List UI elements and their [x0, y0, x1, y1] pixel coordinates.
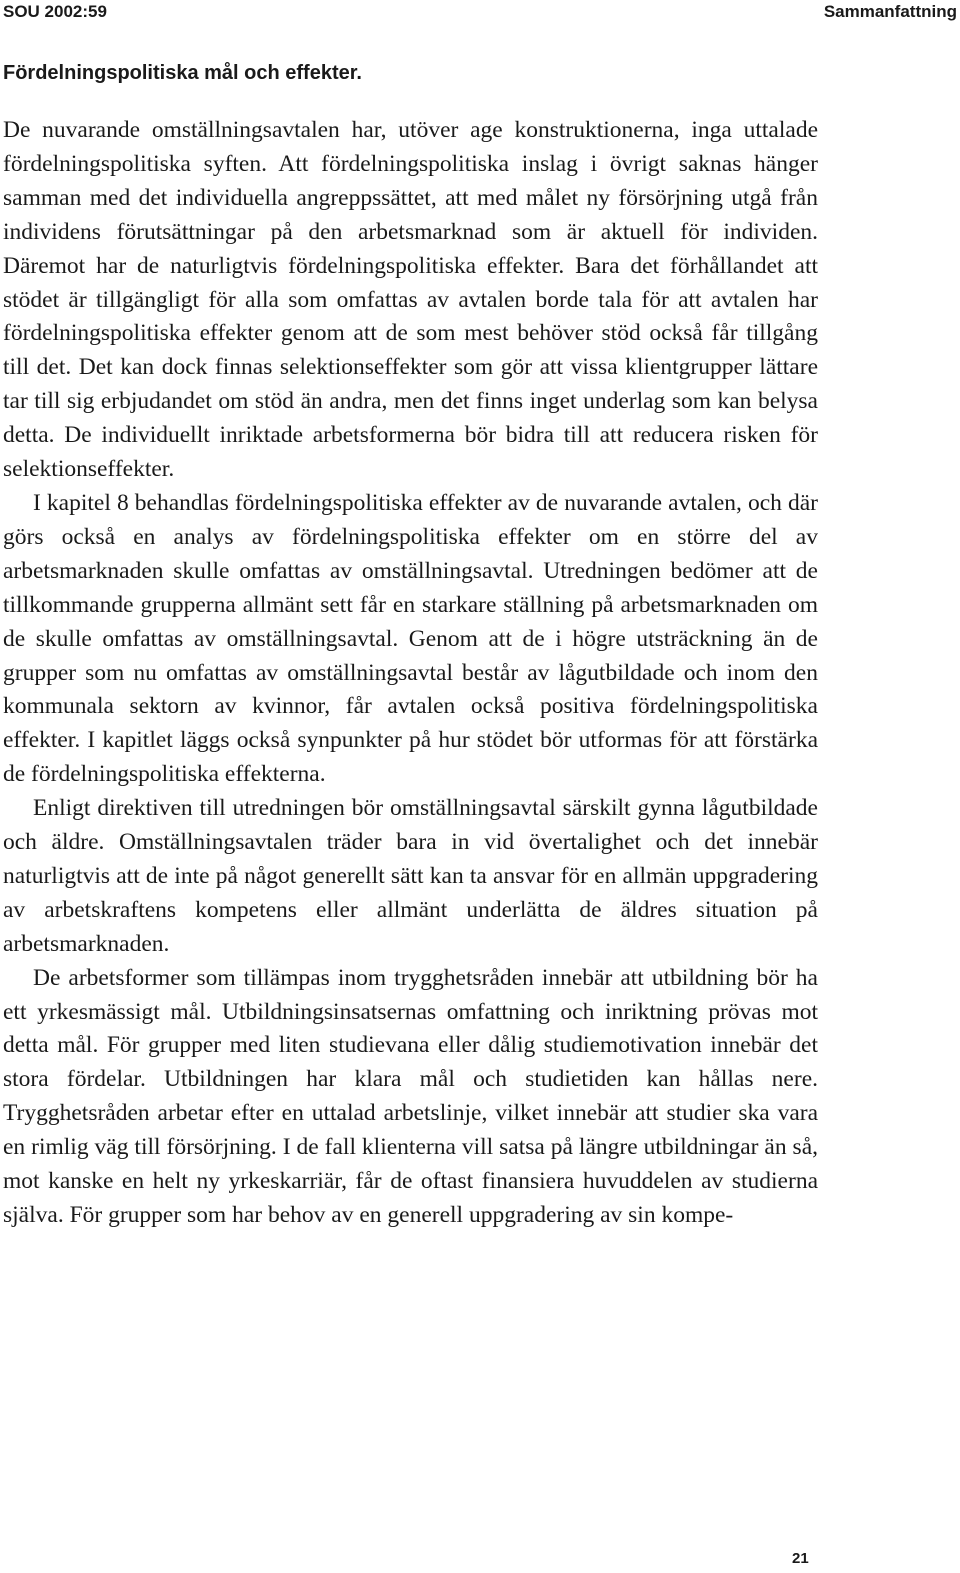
- body-text: [3, 114, 818, 1233]
- paragraph-3: Enligt direktiven till utredningen bör omställningsavtal särskilt gynna lågutbildade och äldre. Omställningsavtalen träder bara in vid övertalighet och det innebär naturligtvis att de inte på något generellt sätt kan ta ansvar för en allmän uppgradering av arbetskraftens kompetens eller allmänt underlätta de äldres situation på arbetsmarknaden.: [3, 795, 818, 957]
- paragraph-2: I kapitel 8 behandlas fördelningspolitiska effekter av de nuvarande avtalen, och där görs också en analys av fördelningspolitiska effekter om en större del av arbetsmarknaden skulle omfattas av omställningsavtal. Utredningen bedömer att de tillkommande grupperna allmänt sett får en starkare ställning på arbetsmarknaden om de skulle omfattas av omställningsavtal. Genom att de i högre utsträckning än de grupper som nu omfattas av omställningsavtal består av lågutbildade och inom den kommunala sektorn av kvinnor, får avtalen också positiva fördelningspolitiska effekter. I kapitlet läggs också synpunkter på hur stödet bör utformas för att förstärka de fördelningspolitiska effekterna.: [3, 489, 818, 788]
- paragraph-4: De arbetsformer som tillämpas inom trygghetsråden innebär att utbildning bör ha ett yrkesmässigt mål. Utbildningsinsatsernas omfattning och inriktning prövas mot detta mål. För grupper med liten studievana eller dålig studiemotivation innebär det stora fördelar. Utbildningen har klara mål och studietiden kan hållas nere. Trygghetsråden arbetar efter en uttalad arbetslinje, vilket innebär att studier ska vara en rimlig väg till försörjning. I de fall klienterna vill satsa på längre utbildningar än så, mot kanske en helt ny yrkeskarriär, får de oftast finansiera huvuddelen av studierna själva. För grupper som har behov av en generell uppgradering av sin kompe-: [3, 964, 818, 1228]
- paragraph-1: De nuvarande omställningsavtalen har, utöver age konstruktionerna, inga uttalade fördelningspolitiska syften. Att fördelningspolitiska inslag i övrigt saknas hänger samman med det individuella angreppssättet, att med målet ny försörjning utgå från individens förutsättningar på den arbetsmarknad som är aktuell för individen. Däremot har de naturligtvis fördelningspolitiska effekter. Bara det förhållandet att stödet är tillgängligt för alla som omfattas av avtalen borde tala för att avtalen har fördelningspolitiska effekter genom att de som mest behöver stöd också får tillgång till det. Det kan dock finnas selektionseffekter som gör att vissa klientgrupper lättare tar till sig erbjudandet om stöd än andra, men det finns inget underlag som kan belysa detta. De individuellt inriktade arbetsformerna bör bidra till att reducera risken för selektionseffekter.: [3, 117, 818, 483]
- running-header: [0, 0, 960, 28]
- page-number: 21: [792, 1550, 809, 1567]
- section-heading: Fördelningspolitiska mål och effekter.: [3, 62, 362, 84]
- chapter-title: Sammanfattning: [823, 2, 957, 21]
- document-id: SOU 2002:59: [3, 2, 107, 21]
